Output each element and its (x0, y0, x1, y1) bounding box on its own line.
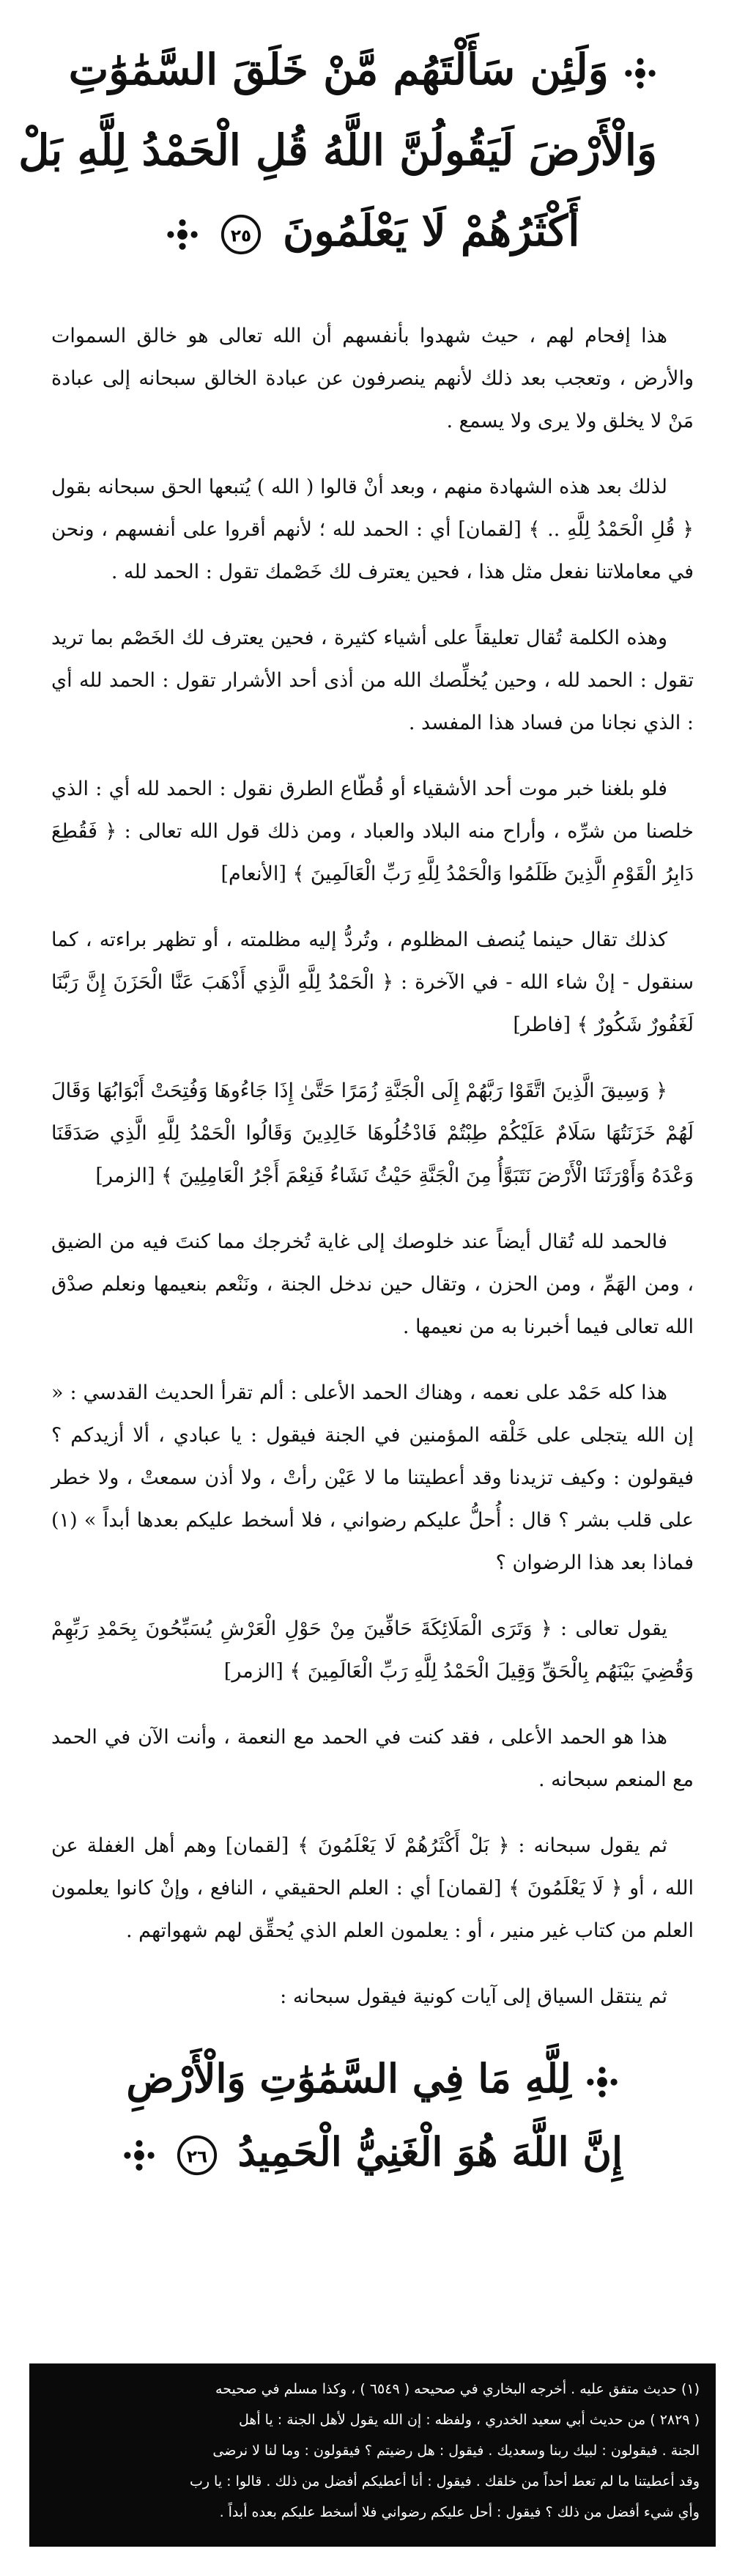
paragraph: ثم ينتقل السياق إلى آيات كونية فيقول سبحانه : (280, 1985, 667, 2008)
ayah-number: ٢٦ (186, 2147, 207, 2167)
verse-text: إِنَّ اللَّهَ هُوَ الْغَنِيُّ الْحَمِيدُ (237, 2128, 623, 2175)
footnote-line: ( ٢٨٢٩ ) من حديث أبي سعيد الخدري ، ولفظه : إن الله يقول لأهل الجنة : يا أهل (238, 2412, 700, 2428)
paragraph: لذلك بعد هذه الشهادة منهم ، وبعد أنْ قالوا ( الله ) يُتبعها الحق سبحانه بقول ﴿ قُلِ الْحَمْدُ لِلَّهِ .. ﴾ [لقمان] أي : الحمد لله ؛ لأنهم أقروا على أنفسهم ، ونحن في معاملاتنا نفعل مثل هذا ، فحين يعترف لك خَصْمك تقول : الحمد لله . (51, 476, 694, 583)
ornament-icon (122, 2138, 156, 2172)
verse-text: وَلَئِن سَأَلْتَهُم مَّنْ خَلَقَ السَّمَٰوَٰتِ (68, 45, 609, 95)
paragraph: هذا كله حَمْد على نعمه ، وهناك الحمد الأعلى : ألم تقرأ الحديث القدسي : « إن الله يتجلى على خَلْقه المؤمنين في الجنة فيقول : يا عبادي ، ألا أزيدكم ؟ فيقولون : وكيف تزيدنا وقد أعطيتنا ما لا عَيْن رأتْ ، ولا أذن سمعتْ ، ولا خطر على قلب بشر ؟ قال : أُحلُّ عليكم رضواني ، فلا أسخط عليكم بعدها أبداً » (١) فماذا بعد هذا الرضوان ؟ (51, 1381, 694, 1574)
paragraph: ﴿ وَسِيقَ الَّذِينَ اتَّقَوْا رَبَّهُمْ إِلَى الْجَنَّةِ زُمَرًا حَتَّىٰ إِذَا جَاءُوهَا وَفُتِحَتْ أَبْوَابُهَا وَقَالَ لَهُمْ خَزَنَتُهَا سَلَامٌ عَلَيْكُمْ طِبْتُمْ فَادْخُلُوهَا خَالِدِينَ وَقَالُوا الْحَمْدُ لِلَّهِ الَّذِي صَدَقَنَا وَعْدَهُ وَأَوْرَثَنَا الْأَرْضَ نَتَبَوَّأُ مِنَ الْجَنَّةِ حَيْثُ نَشَاءُ فَنِعْمَ أَجْرُ الْعَامِلِينَ ﴾ [الزمر] (51, 1080, 694, 1187)
verse-line (88, 2115, 657, 2188)
footnote-line: الجنة . فيقولون : لبيك ربنا وسعديك . فيقول : هل رضيتم ؟ فيقولون : وما لنا لا نرضى (212, 2443, 700, 2459)
bottom-verse (88, 2042, 657, 2188)
top-verse (18, 29, 657, 271)
paragraph: يقول تعالى : ﴿ وَتَرَى الْمَلَائِكَةَ حَافِّينَ مِنْ حَوْلِ الْعَرْشِ يُسَبِّحُونَ بِحَمْدِ رَبِّهِمْ وَقُضِيَ بَيْنَهُم بِالْحَقِّ وَقِيلَ الْحَمْدُ لِلَّهِ رَبِّ الْعَالَمِينَ ﴾ [الزمر] (51, 1617, 694, 1683)
footnote-line: (١) حديث متفق عليه . أخرجه البخاري في صحيحه ( ٦٥٤٩ ) ، وكذا مسلم في صحيحه (215, 2381, 700, 2397)
verse-line (88, 191, 657, 271)
ayah-number-badge (176, 2134, 218, 2177)
ornament-icon (623, 56, 657, 90)
verse-line (88, 2042, 657, 2115)
verse-line (68, 29, 657, 110)
main-text (29, 315, 716, 2018)
paragraph: هذا هو الحمد الأعلى ، فقد كنت في الحمد مع النعمة ، وأنت الآن في الحمد مع المنعم سبحانه . (51, 1726, 694, 1791)
verse-line (18, 110, 657, 191)
paragraph: كذلك تقال حينما يُنصف المظلوم ، وتُردُّ إليه مظلمته ، أو تظهر براءته ، كما سنقول - إنْ شاء الله - في الآخرة : ﴿ الْحَمْدُ لِلَّهِ الَّذِي أَذْهَبَ عَنَّا الْحَزَنَ إِنَّ رَبَّنَا لَغَفُورٌ شَكُورٌ ﴾ [فاطر] (51, 929, 694, 1036)
page (18, 0, 716, 2576)
paragraph: فلو بلغنا خبر موت أحد الأشقياء أو قُطّاع الطرق نقول : الحمد لله أي : الذي خلصنا من شرِّه ، وأراح منه البلاد والعباد ، ومن ذلك قول الله تعالى : ﴿ فَقُطِعَ دَابِرُ الْقَوْمِ الَّذِينَ ظَلَمُوا وَالْحَمْدُ لِلَّهِ رَبِّ الْعَالَمِينَ ﴾ [الأنعام] (51, 778, 694, 885)
ornament-icon (585, 2065, 619, 2099)
ayah-number: ٢٥ (230, 226, 251, 246)
ornament-icon (166, 218, 199, 251)
verse-text: لِلَّهِ مَا فِي السَّمَٰوَٰتِ وَالْأَرْضِ (126, 2055, 571, 2102)
verse-text: أَكْثَرُهُمْ لَا يَعْلَمُونَ (283, 206, 580, 256)
ayah-number-badge (220, 213, 262, 256)
paragraph: فالحمد لله تُقال أيضاً عند خلوصك إلى غاية تُخرجك مما كنتَ فيه من الضيق ، ومن الهَمِّ ، ومن الحزن ، وتقال حين ندخل الجنة ، ونَنْعم بنعيمها ونعلم صدْق الله تعالى فيما أخبرنا به من نعيمها . (51, 1230, 694, 1338)
paragraph: ثم يقول سبحانه : ﴿ بَلْ أَكْثَرُهُمْ لَا يَعْلَمُونَ ﴾ [لقمان] وهم أهل الغفلة عن الله ، أو ﴿ لَا يَعْلَمُونَ ﴾ [لقمان] أي : العلم الحقيقي ، النافع ، وإنْ كانوا يعلمون العلم من كتاب غير منير ، أو : يعلمون العلم الذي يُحقِّق لهم شهواتهم . (51, 1834, 694, 1942)
paragraph: هذا إفحام لهم ، حيث شهدوا بأنفسهم أن الله تعالى هو خالق السموات والأرض ، وتعجب بعد ذلك لأنهم ينصرفون عن عبادة الخالق سبحانه إلى عبادة مَنْ لا يخلق ولا يرى ولا يسمع . (51, 325, 694, 432)
footnote-line: وقد أعطيتنا ما لم تعط أحداً من خلقك . فيقول : أنا أعطيكم أفضل من ذلك . قالوا : يا رب (189, 2473, 700, 2490)
footnote-line: وأي شيء أفضل من ذلك ؟ فيقول : أحل عليكم رضواني فلا أسخط عليكم بعده أبداً . (219, 2504, 700, 2520)
footnote-box (29, 2363, 716, 2547)
paragraph: وهذه الكلمة تُقال تعليقاً على أشياء كثيرة ، فحين يعترف لك الخَصْم بما تريد تقول : الحمد لله ، وحين يُخلِّصك الله من أذى أحد الأشرار تقول : الحمد لله أي : الذي نجانا من فساد هذا المفسد . (51, 627, 694, 734)
verse-text: وَالْأَرْضَ لَيَقُولُنَّ اللَّهُ قُلِ الْحَمْدُ لِلَّهِ بَلْ (18, 125, 657, 175)
